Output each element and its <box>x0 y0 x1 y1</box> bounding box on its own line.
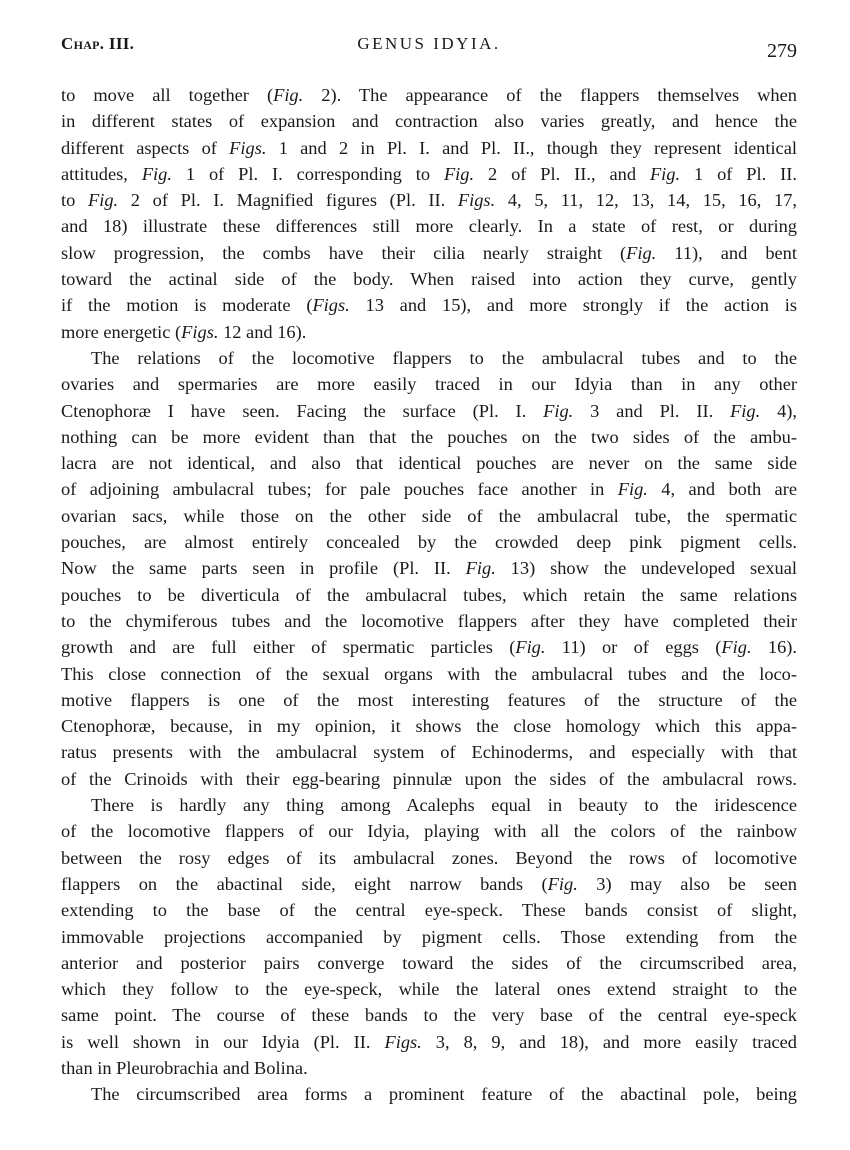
text-line: to Fig. 2 of Pl. I. Magnified figures (Pl. II. Figs. 4, 5, 11, 12, 13, 14, 15, 16, 17, <box>61 190 798 211</box>
text-line: pouches to be diverticula of the ambulacral tubes, which retain the same relations <box>61 584 797 605</box>
text-line: ratus presents with the ambulacral system of Echinoderms, and especially with that <box>61 742 797 763</box>
text-line: pouches, are almost entirely concealed by the crowded deep pink pigment cells. <box>61 532 797 553</box>
text-line: to move all together (Fig. 2). The appearance of the flappers themselves when <box>61 85 797 105</box>
page-header <box>61 34 797 64</box>
text-line: There is hardly any thing among Acalephs equal in beauty to the iridescence <box>91 795 797 816</box>
text-line: and 18) illustrate these differences still more clearly. In a state of rest, or during <box>61 216 797 237</box>
chapter-label: Chap. III. <box>61 34 135 53</box>
text-line: between the rosy edges of its ambulacral zones. Beyond the rows of locomotive <box>61 847 797 868</box>
text-line: which they follow to the eye-speck, while the lateral ones extend straight to the <box>61 979 797 1000</box>
text-line: same point. The course of these bands to the very base of the central eye-speck <box>61 1005 797 1026</box>
text-line: different aspects of Figs. 1 and 2 in Pl. I. and Pl. II., though they represent identical <box>61 137 797 158</box>
text-line: in different states of expansion and contraction also varies greatly, and hence the <box>61 111 797 132</box>
text-line: flappers on the abactinal side, eight narrow bands (Fig. 3) may also be seen <box>61 873 797 894</box>
text-line: Ctenophoræ I have seen. Facing the surface (Pl. I. Fig. 3 and Pl. II. Fig. 4), <box>61 400 797 421</box>
text-line: is well shown in our Idyia (Pl. II. Figs. 3, 8, 9, and 18), and more easily traced <box>61 1031 797 1052</box>
text-line: Now the same parts seen in profile (Pl. II. Fig. 13) show the undeveloped sexual <box>61 558 797 579</box>
text-line: anterior and posterior pairs converge toward the sides of the circumscribed area, <box>61 952 797 973</box>
text-line: than in Pleurobrachia and Bolina. <box>61 1057 308 1078</box>
text-line: ovaries and spermaries are more easily traced in our Idyia than in any other <box>61 374 797 395</box>
text-line: nothing can be more evident than that the pouches on the two sides of the ambu- <box>61 426 797 447</box>
text-line: of the Crinoids with their egg-bearing pinnulæ upon the sides of the ambulacral rows. <box>61 768 797 789</box>
text-line: toward the actinal side of the body. When raised into action they curve, gently <box>61 269 797 290</box>
text-line: slow progression, the combs have their cilia nearly straight (Fig. 11), and bent <box>61 242 797 263</box>
text-line: lacra are not identical, and also that identical pouches are never on the same side <box>61 453 797 474</box>
text-line: to the chymiferous tubes and the locomotive flappers after they have completed their <box>61 610 797 631</box>
text-line: This close connection of the sexual organs with the ambulacral tubes and the loco- <box>61 663 797 684</box>
text-line: The circumscribed area forms a prominent feature of the abactinal pole, being <box>91 1084 797 1105</box>
running-title: GENUS IDYIA. <box>357 34 501 53</box>
text-line: of adjoining ambulacral tubes; for pale pouches face another in Fig. 4, and both are <box>61 479 797 500</box>
text-line: immovable projections accompanied by pigment cells. Those extending from the <box>61 926 797 947</box>
text-line: more energetic (Figs. 12 and 16). <box>61 321 307 342</box>
text-line: growth and are full either of spermatic particles (Fig. 11) or of eggs (Fig. 16). <box>61 637 798 658</box>
text-line: attitudes, Fig. 1 of Pl. I. corresponding to Fig. 2 of Pl. II., and Fig. 1 of Pl. II. <box>61 163 797 184</box>
text-line: if the motion is moderate (Figs. 13 and 15), and more strongly if the action is <box>61 295 797 316</box>
page-number: 279 <box>767 40 797 62</box>
body-text <box>61 82 797 1108</box>
text-line: Ctenophoræ, because, in my opinion, it shows the close homology which this appa- <box>61 716 797 737</box>
text-line: motive flappers is one of the most interesting features of the structure of the <box>61 689 797 710</box>
text-line: The relations of the locomotive flappers to the ambulacral tubes and to the <box>91 347 797 368</box>
text-line: of the locomotive flappers of our Idyia, playing with all the colors of the rainbow <box>61 821 797 842</box>
text-line: ovarian sacs, while those on the other side of the ambulacral tube, the spermatic <box>61 505 797 526</box>
text-line: extending to the base of the central eye-speck. These bands consist of slight, <box>61 900 797 921</box>
